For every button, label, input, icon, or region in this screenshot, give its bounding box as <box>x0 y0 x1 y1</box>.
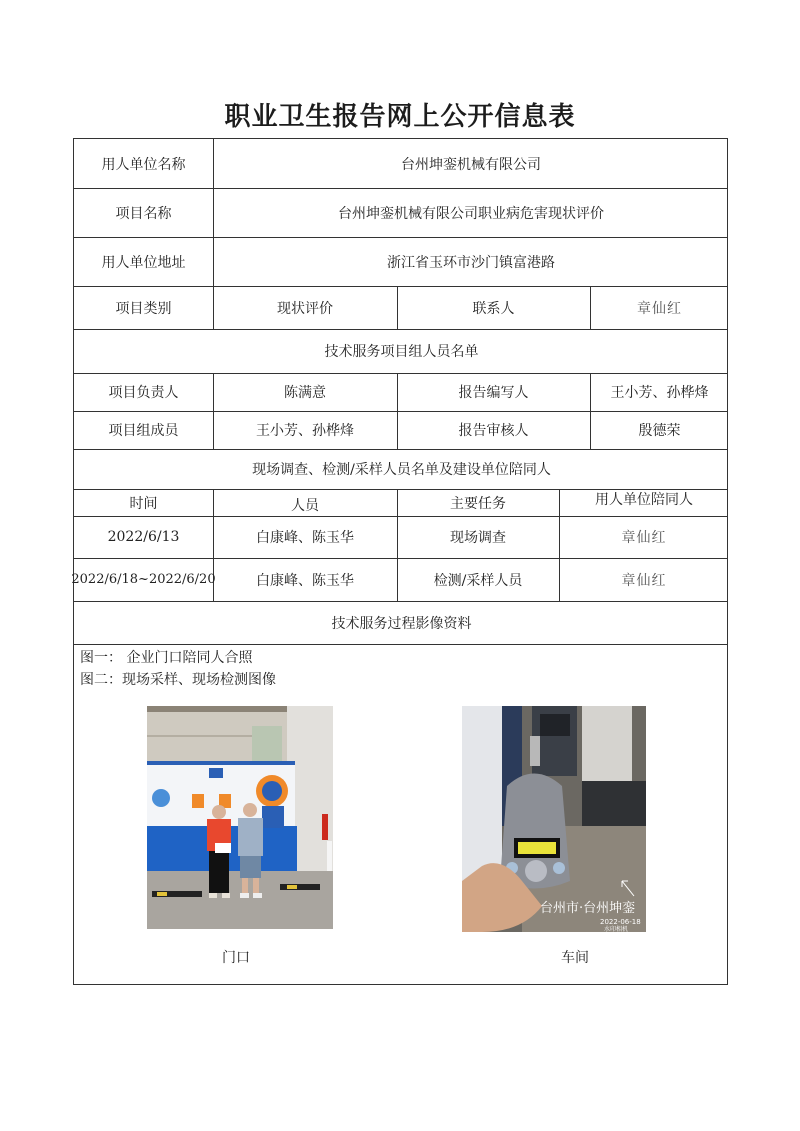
watermark-location: 台州市·台州坤銮 <box>540 901 636 916</box>
images-section-title: 技术服务过程影像资料 <box>331 615 472 632</box>
workshop-photo-image <box>462 706 646 932</box>
field-section-title: 现场调查、检测/采样人员名单及建设单位陪同人 <box>252 462 551 478</box>
employer-name-value: 台州坤銮机械有限公司 <box>401 156 541 173</box>
workshop-photo <box>462 706 646 932</box>
field-row-1-time: 2022/6/13 <box>107 529 180 545</box>
page-title: 职业卫生报告网上公开信息表 <box>224 102 576 132</box>
watermark-date: 2022-06-18 <box>600 918 641 926</box>
image-note-2: 图二：现场采样、现场检测图像 <box>80 672 276 688</box>
field-header-time: 时间 <box>129 495 158 512</box>
employer-name-label: 用人单位名称 <box>101 156 186 173</box>
entrance-photo-image <box>147 706 333 929</box>
project-name-value: 台州坤銮机械有限公司职业病危害现状评价 <box>338 205 604 222</box>
field-row-2-task: 检测/采样人员 <box>433 572 523 589</box>
field-row-2-time: 2022/6/18~2022/6/20 <box>71 572 216 587</box>
reviewer-label: 报告审核人 <box>458 423 529 439</box>
info-table <box>73 138 728 985</box>
field-row-1-escort: 章仙红 <box>621 530 667 546</box>
members-label: 项目组成员 <box>108 423 179 439</box>
image-note-1: 图一： 企业门口陪同人合照 <box>80 650 253 666</box>
team-section-title: 技术服务项目组人员名单 <box>324 344 479 360</box>
contact-label: 联系人 <box>472 300 515 317</box>
writer-value: 王小芳、孙桦烽 <box>610 385 709 401</box>
employer-address-value: 浙江省玉环市沙门镇富港路 <box>387 254 555 271</box>
leader-label: 项目负责人 <box>108 385 179 401</box>
field-header-task: 主要任务 <box>450 495 506 512</box>
workshop-photo-caption: 车间 <box>561 950 589 966</box>
employer-address-label: 用人单位地址 <box>101 254 186 271</box>
field-row-1-staff: 白康峰、陈玉华 <box>256 530 354 546</box>
writer-label: 报告编写人 <box>458 385 529 401</box>
watermark-app: 水印相机 <box>604 926 629 932</box>
leader-value: 陈满意 <box>284 385 326 401</box>
field-header-staff: 人员 <box>291 497 319 514</box>
contact-value: 章仙红 <box>637 300 682 317</box>
image-notes <box>80 647 276 691</box>
reviewer-value: 殷德荣 <box>638 423 681 439</box>
field-header-escort: 用人单位陪同人 <box>595 491 693 508</box>
entrance-photo <box>147 706 333 929</box>
members-value: 王小芳、孙桦烽 <box>256 423 354 439</box>
project-name-label: 项目名称 <box>115 205 172 222</box>
field-row-1-task: 现场调查 <box>450 530 506 546</box>
project-type-label: 项目类别 <box>115 300 172 317</box>
entrance-photo-caption: 门口 <box>222 950 250 966</box>
field-row-2-staff: 白康峰、陈玉华 <box>256 572 354 589</box>
field-row-2-escort: 章仙红 <box>621 572 667 589</box>
project-type-value: 现状评价 <box>277 300 333 317</box>
